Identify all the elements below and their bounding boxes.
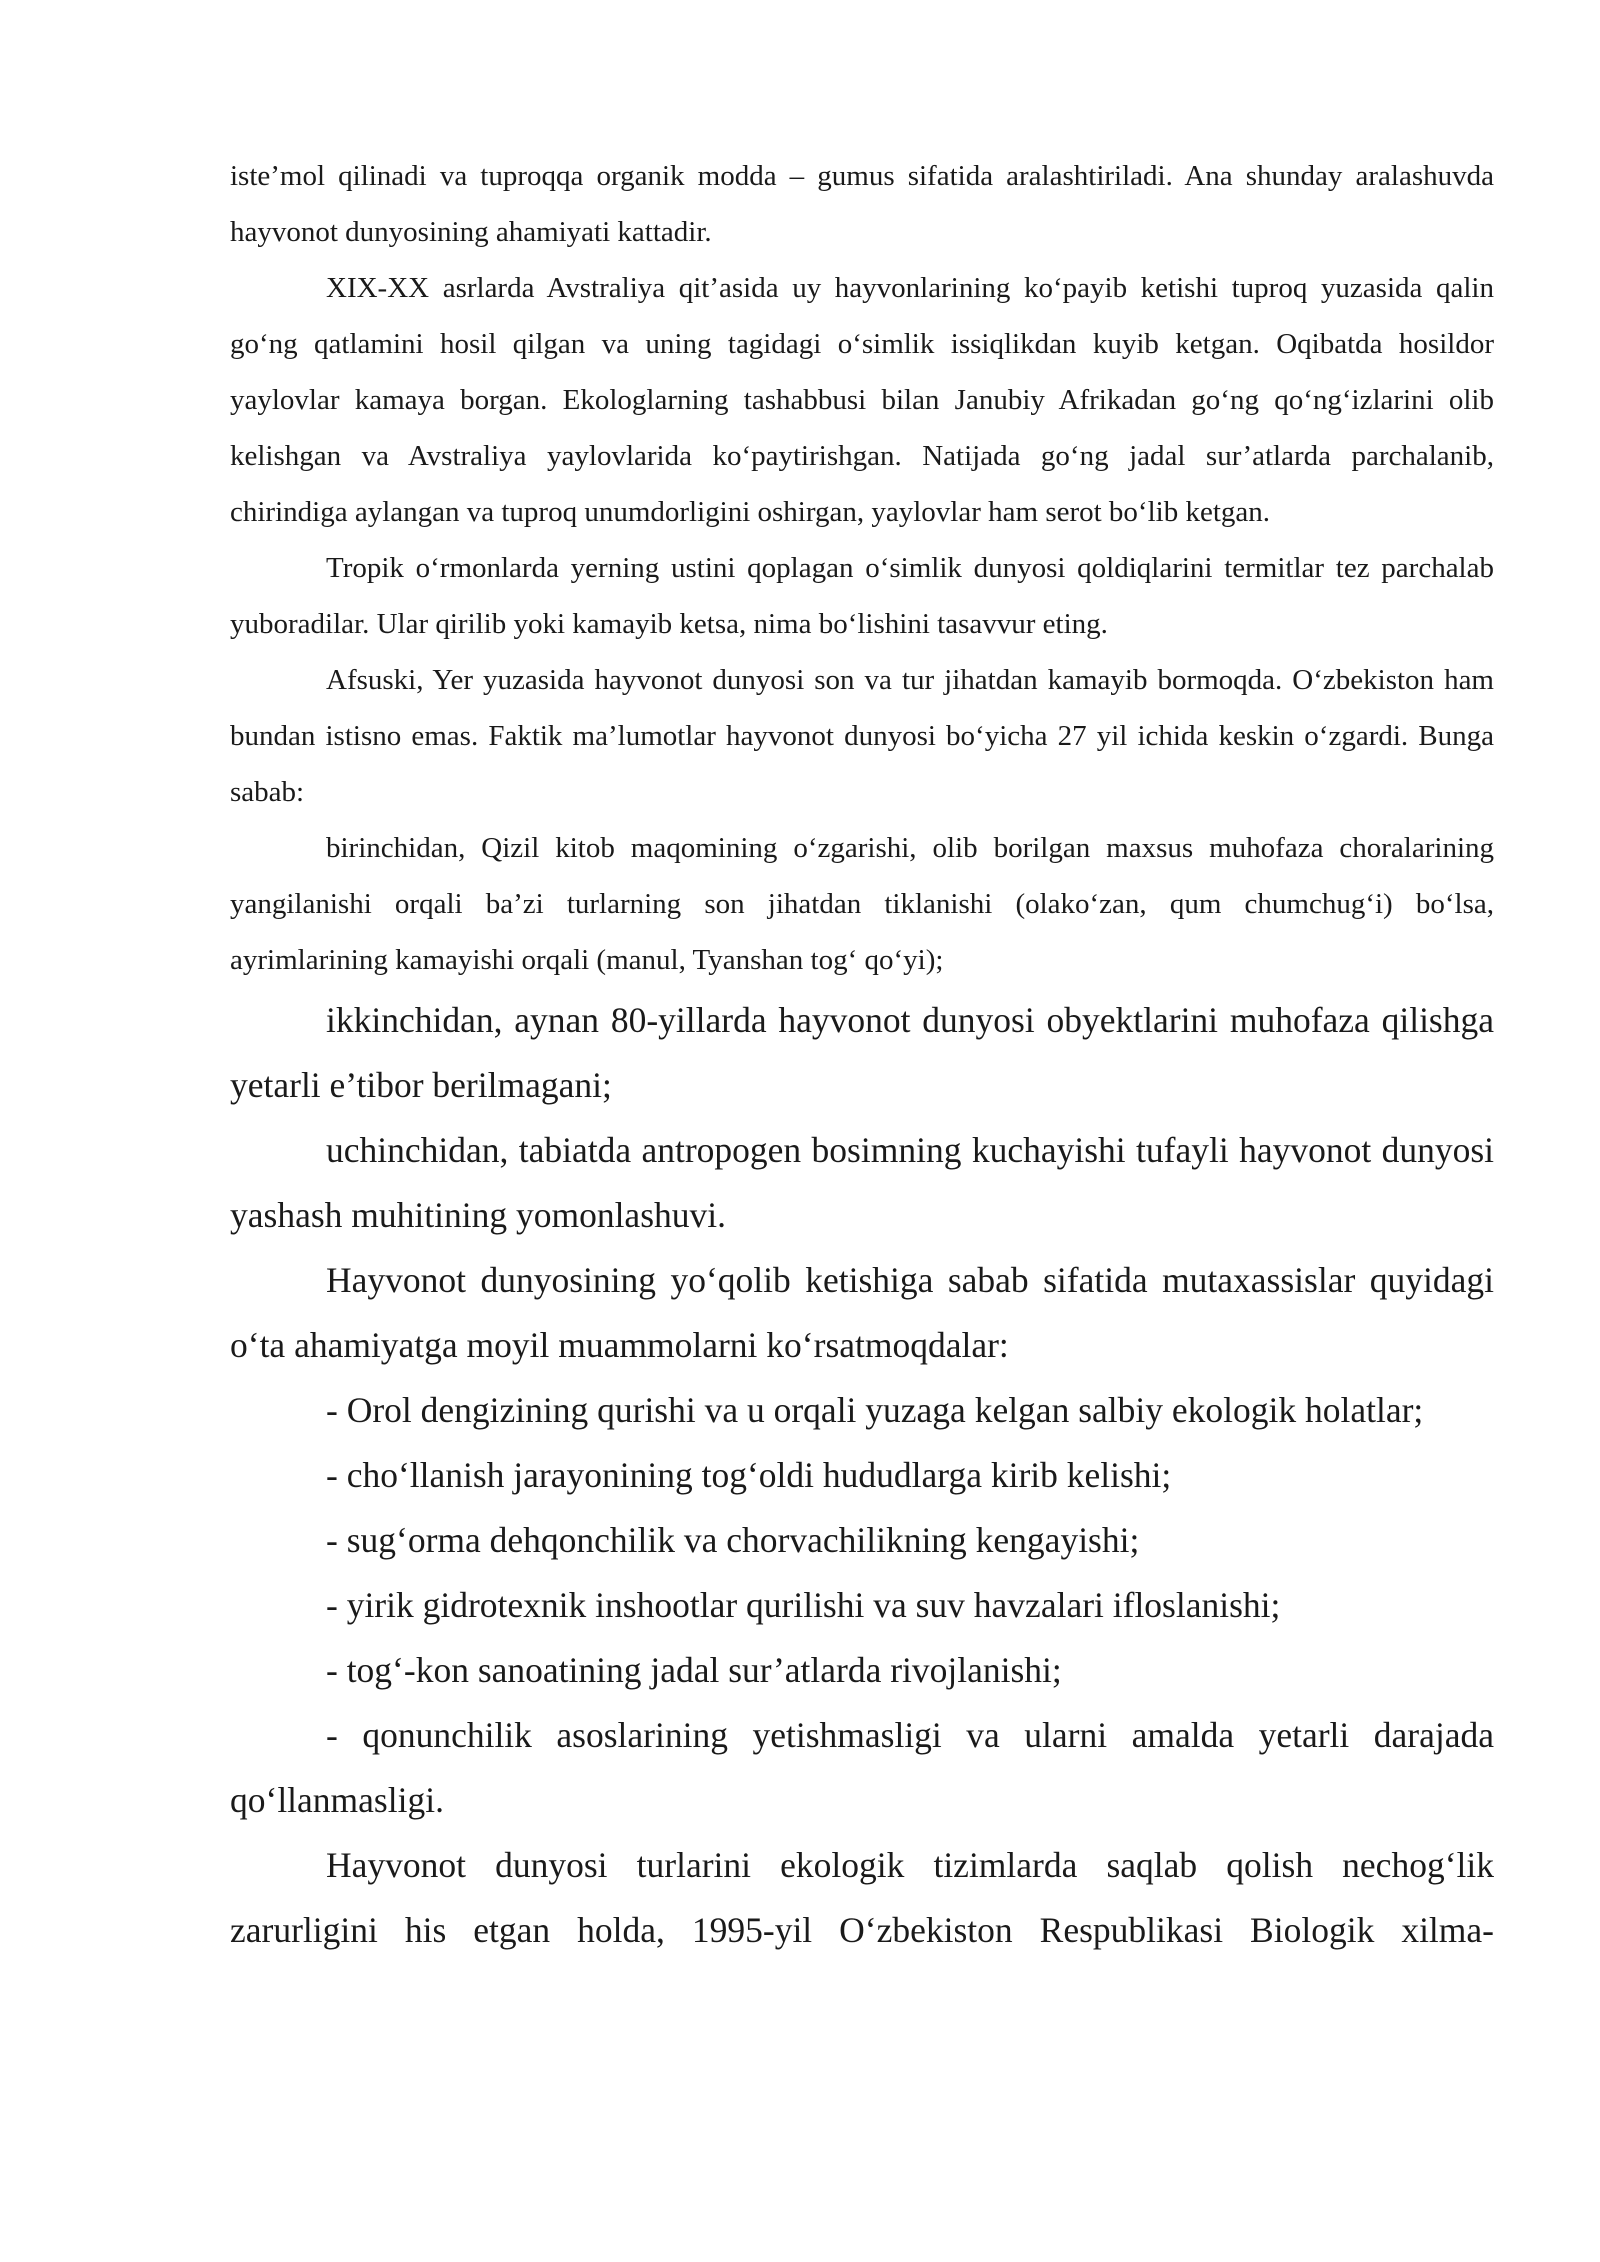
list-item-legislation: - qonunchilik asoslarining yetishmasligi va ularni amalda yetarli darajada qo‘llanmasligi. [230, 1715, 1494, 1820]
paragraph-australia: XIX-XX asrlarda Avstraliya qit’asida uy hayvonlarining ko‘payib ketishi tuproq yuzasida qalin go‘ng qatlamini hosil qilgan va uning tagidagi o‘simlik issiqlikdan kuyib ketgan. Oqibatda hosildor yaylovlar kamaya borgan. Ekologlarning tashabbusi bilan Janubiy Afrikadan go‘ng qo‘ng‘izlarini olib kelishgan va Avstraliya yaylovlarida ko‘paytirishgan. Natijada go‘ng jadal sur’atlarda parchalanib, chirindiga aylangan va tuproq unumdorligini oshirgan, yaylovlar ham serot bo‘lib ketgan. [230, 272, 1494, 528]
list-item-hydrotechnical-structures: - yirik gidrotexnik inshootlar qurilishi va suv havzalari ifloslanishi; [326, 1585, 1281, 1625]
document-page [230, 148, 1494, 1963]
list-item-desertification: - cho‘llanish jarayonining tog‘oldi hududlarga kirib kelishi; [326, 1455, 1172, 1495]
paragraph-reason-first: birinchidan, Qizil kitob maqomining o‘zgarishi, olib borilgan maxsus muhofaza choralarining yangilanishi orqali ba’zi turlarning son jihatdan tiklanishi (olako‘zan, qum chumchug‘i) bo‘lsa, ayrimlarining kamayishi orqali (manul, Tyanshan tog‘ qo‘yi); [230, 832, 1494, 976]
paragraph-reason-third: uchinchidan, tabiatda antropogen bosimning kuchayishi tufayli hayvonot dunyosi yashash muhitining yomonlashuvi. [230, 1130, 1494, 1235]
list-item-aral-sea: - Orol dengizining qurishi va u orqali yuzaga kelgan salbiy ekologik holatlar; [326, 1390, 1424, 1430]
paragraph-intro-continuation: iste’mol qilinadi va tuproqqa organik modda – gumus sifatida aralashtiriladi. Ana shunday aralashuvda hayvonot dunyosining ahamiyati kattadir. [230, 160, 1494, 248]
list-item-mining-industry: - tog‘-kon sanoatining jadal sur’atlarda rivojlanishi; [326, 1650, 1062, 1690]
paragraph-tropical-forests: Tropik o‘rmonlarda yerning ustini qoplagan o‘simlik dunyosi qoldiqlarini termitlar tez parchalab yuboradilar. Ular qirilib yoki kamayib ketsa, nima bo‘lishini tasavvur eting. [230, 552, 1494, 640]
paragraph-biodiversity-1995: Hayvonot dunyosi turlarini ekologik tizimlarda saqlab qolish nechog‘lik zarurligini his etgan holda, 1995-yil O‘zbekiston Respublikasi Biologik xilma- [230, 1845, 1494, 1950]
paragraph-reason-second: ikkinchidan, aynan 80-yillarda hayvonot dunyosi obyektlarini muhofaza qilishga yetarli e’tibor berilmagani; [230, 1000, 1494, 1105]
paragraph-decline: Afsuski, Yer yuzasida hayvonot dunyosi son va tur jihatdan kamayib bormoqda. O‘zbekiston ham bundan istisno emas. Faktik ma’lumotlar hayvonot dunyosi bo‘yicha 27 yil ichida keskin o‘zgardi. Bunga sabab: [230, 664, 1494, 808]
list-item-irrigated-farming: - sug‘orma dehqonchilik va chorvachilikning kengayishi; [326, 1520, 1140, 1560]
paragraph-experts-causes: Hayvonot dunyosining yo‘qolib ketishiga sabab sifatida mutaxassislar quyidagi o‘ta ahamiyatga moyil muammolarni ko‘rsatmoqdalar: [230, 1260, 1494, 1365]
